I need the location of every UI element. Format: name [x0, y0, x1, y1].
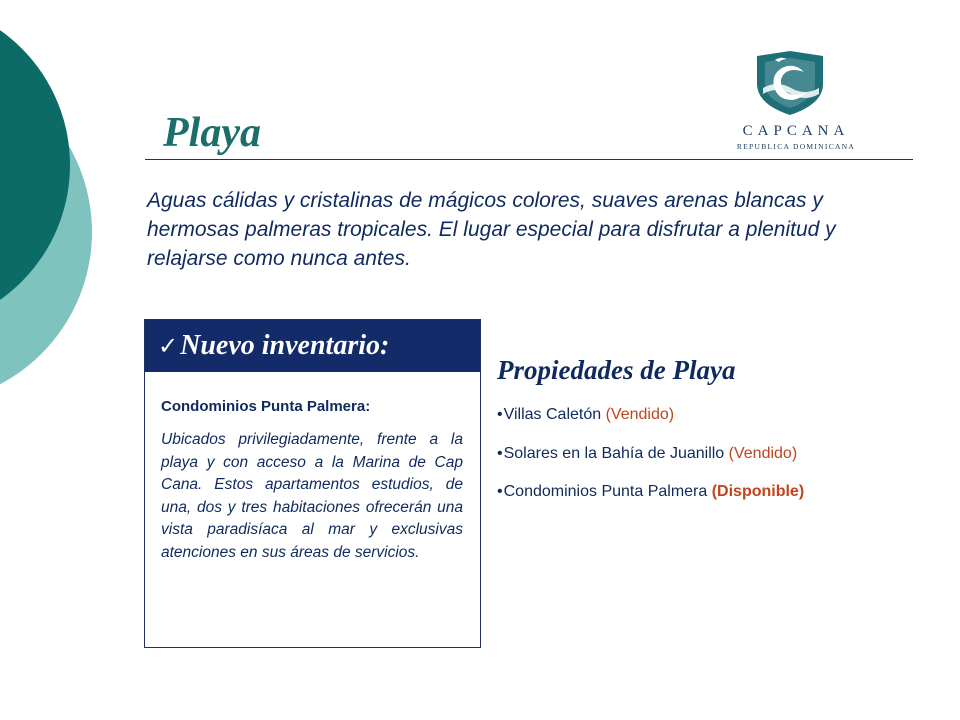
inventory-subtitle: Condominios Punta Palmera: [161, 398, 371, 415]
intro-paragraph: Aguas cálidas y cristalinas de mágicos colores, suaves arenas blancas y hermosas palmeras tropicales. El lugar especial para disfrutar a plenitud y relajarse como nunca antes. [147, 189, 836, 270]
status-badge: (Vendido) [728, 444, 798, 462]
checkmark-icon: ✓ [158, 332, 179, 360]
bullet-icon: • [497, 483, 503, 500]
inventory-box [144, 319, 481, 648]
bullet-icon: • [497, 406, 503, 423]
list-item [497, 482, 804, 521]
list-item [497, 405, 804, 444]
property-name: Villas Caletón [503, 406, 606, 423]
status-badge: (Vendido) [605, 406, 675, 423]
capcana-shield-icon [751, 50, 829, 116]
logo-subtitle: REPUBLICA DOMINICANA [736, 142, 856, 151]
properties-title: Propiedades de Playa [497, 355, 736, 385]
logo-wordmark: CAPCANA [742, 123, 850, 139]
properties-list [497, 405, 804, 521]
capcana-logo [722, 50, 870, 162]
inventory-header [145, 320, 480, 372]
status-badge: (Disponible) [711, 483, 805, 500]
property-name: Solares en la Bahía de Juanillo [503, 444, 729, 462]
decorative-circles [0, 0, 120, 400]
bullet-icon: • [497, 444, 503, 462]
inventory-title: Nuevo inventario: [180, 330, 390, 361]
list-item [497, 444, 804, 483]
property-name: Condominios Punta Palmera [503, 483, 712, 500]
slide-title: Playa [163, 110, 261, 156]
inventory-description: Ubicados privilegiadamente, frente a la playa y con acceso a la Marina de Cap Cana. Estos apartamentos estudios, de una, dos y tres habitaciones ofrecerán una vista paradisíaca al mar y exclusivas atenciones en sus áreas de servicios. [161, 431, 463, 561]
